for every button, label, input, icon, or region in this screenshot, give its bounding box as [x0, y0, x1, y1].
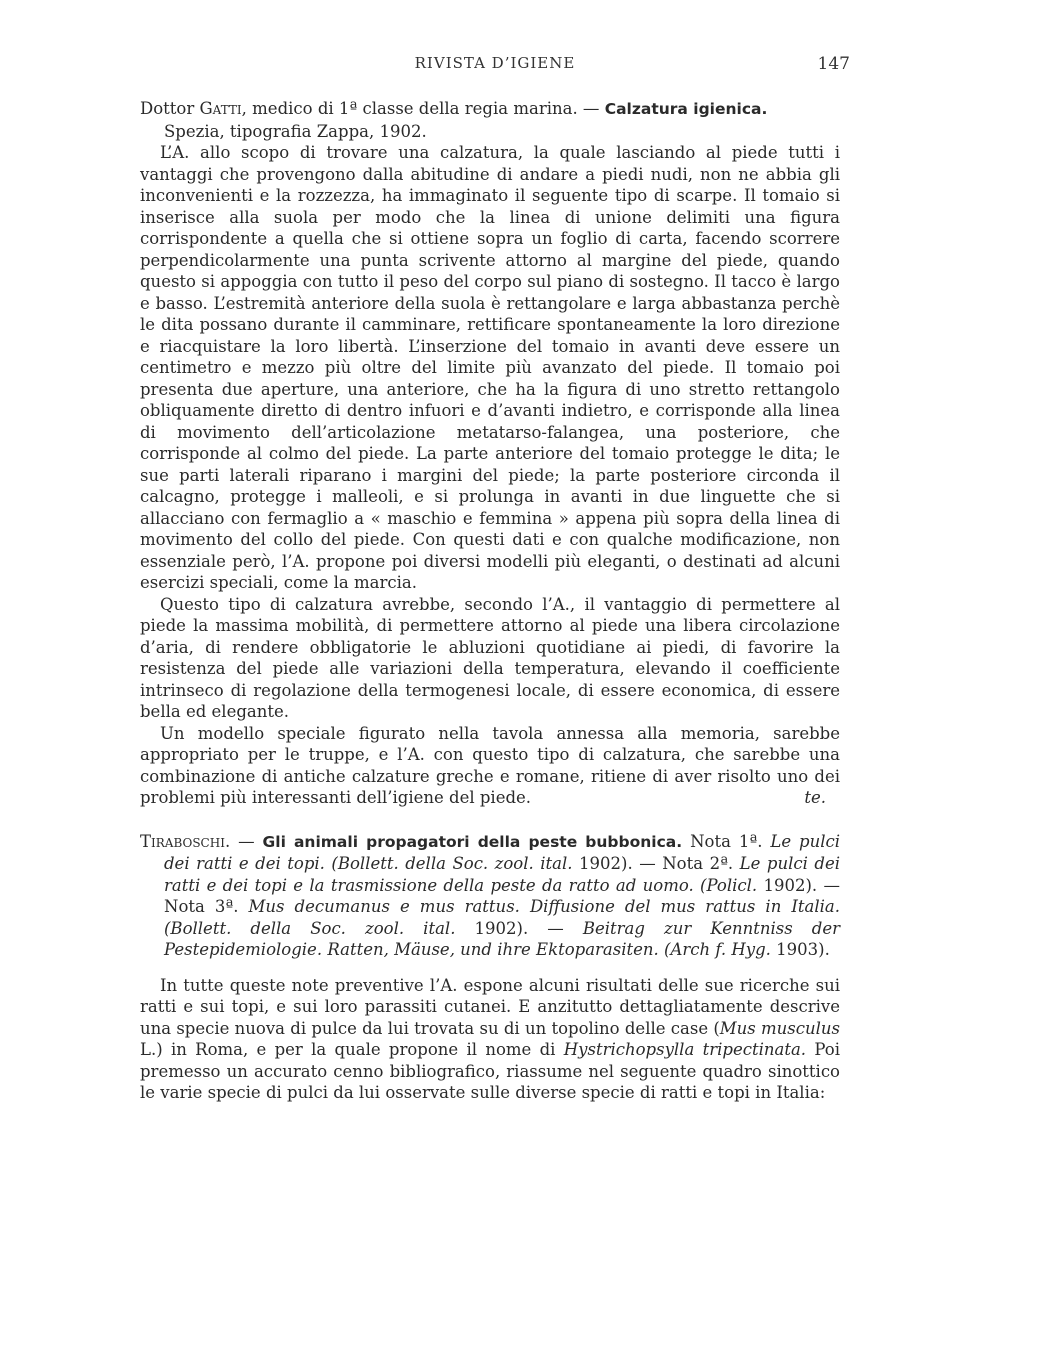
entry-citation: [140, 98, 840, 142]
reviewer-signature: te.: [804, 788, 826, 807]
work-title: Gli animali propagatori della peste bubbonica.: [262, 832, 683, 851]
paragraph: Questo tipo di calzatura avrebbe, secondo l’A., il vantaggio di permettere al piede la massima mobilità, di permettere attorno al piede una libera circolazione d’aria, di rendere obbligatorie le abluzioni quotidiane ai piedi, di favorire la resistenza del piede alle variazioni della temperatura, elevando il coefficiente intrinseco di regolazione della termogenesi locale, di essere economica, di essere bella ed elegante.: [140, 594, 840, 721]
entry-citation: [140, 831, 840, 961]
reference-plain: 1902). — Nota 2ª.: [572, 854, 740, 873]
paragraph-text: In tutte queste note preventive l’A. espone alcuni risultati delle sue ricerche sui ratti e sui topi, e sui loro parassiti cutanei. E anzitutto dettagliatamente descrive una specie nuova di pulce da lui trovata su di un topolino delle case (: [140, 975, 840, 1038]
author-suffix: . —: [224, 831, 263, 851]
author-suffix: , medico di 1ª classe della regia marina. —: [241, 99, 605, 118]
paragraph: [140, 975, 840, 1104]
reference-italic: Le pulci dei ratti e dei topi e la trasmissione della peste da ratto ad uomo. (Policl.: [164, 854, 840, 895]
paragraph-last: [140, 723, 840, 809]
species-name: Hystrichopsylla tripectinata.: [563, 1040, 807, 1059]
reference-plain: 1903).: [770, 940, 830, 959]
reference-plain: 1902). — Nota 3ª.: [164, 875, 840, 916]
reference-plain: Nota 1ª.: [682, 831, 771, 851]
author-prefix: Dottor: [140, 99, 200, 118]
reference-plain: 1902). —: [455, 918, 583, 938]
reference-italic: Beitrag zur Kenntniss der Pestepidemiologie. Ratten, Mäuse, und ihre Ektoparasiten. (Arch f. Hyg.: [164, 918, 840, 959]
species-name: Mus musculus: [719, 1018, 841, 1038]
reference-italic: Mus decumanus e mus rattus. Diffusione del mus rattus in Italia. (Bollett. della Soc. zool. ital.: [164, 897, 840, 938]
work-title: Calzatura igienica.: [604, 100, 768, 118]
paragraph-text: L.) in Roma, e per la quale propone il nome di: [140, 1040, 564, 1059]
author-name: Gatti: [199, 99, 242, 118]
page-number: 147: [817, 54, 850, 74]
paragraph-text: Poi premesso un accurato cenno bibliografico, riassume nel seguente quadro sinottico le varie specie di pulci da lui osservate sulle diverse specie di ratti e topi in Italia:: [140, 1040, 841, 1102]
paragraph-text: Un modello speciale figurato nella tavola annessa alla memoria, sarebbe appropriato per le truppe, e l’A. con questo tipo di calzatura, che sarebbe una combinazione di antiche calzature greche e romane, ritiene di aver risolto uno dei problemi più interessanti dell’igiene del piede.: [140, 723, 840, 807]
page-header: [140, 54, 850, 80]
review-entry-tiraboschi: [140, 831, 840, 1104]
running-title: RIVISTA D’IGIENE: [414, 54, 576, 72]
review-entry-gatti: [140, 98, 840, 809]
paragraph: L’A. allo scopo di trovare una calzatura, la quale lasciando al piede tutti i vantaggi che provengono dalla abitudine di andare a piedi nudi, non ne abbia gli inconvenienti e la rozzezza, ha immaginato il seguente tipo di scarpe. Il tomaio si inserisce alla suola per modo che la linea di unione delimiti una figura corrispondente a quella che si ottiene sopra un foglio di carta, facendo scorrere perpendicolarmente una punta scrivente attorno al margine del piede, quando questo si appoggia con tutto il peso del corpo sul piano di sostegno. Il tacco è largo e basso. L’estremità anteriore della suola è rettangolare e larga abbastanza perchè le dita possano durante il camminare, rettificare spontaneamente la loro direzione e riacquistare la loro libertà. L’inserzione del tomaio in avanti deve essere un centimetro e mezzo più oltre del limite più avanzato del piede. Il tomaio poi presenta due aperture, una anteriore, che ha la figura di uno stretto rettangolo obliquamente diretto di dentro infuori e d’avanti indietro, e corrisponde alla linea di movimento dell’articolazione metatarso-falangea, una posteriore, che corrisponde al colmo del piede. La parte anteriore del tomaio protegge le dita; le sue parti laterali riparano i margini del piede; la parte posteriore circonda il calcagno, protegge i malleoli, e si prolunga in avanti in due linguette che si allacciano con fermaglio a « maschio e femmina » appena più sopra della linea di movimento del collo del piede. Con questi dati e con qualche modificazione, non essenziale però, l’A. propone poi diversi modelli più eleganti, o destinati ad alcuni esercizi speciali, come la marcia.: [140, 143, 840, 592]
author-name: Tiraboschi: [140, 831, 225, 851]
publication-info: Spezia, tipografia Zappa, 1902.: [164, 121, 427, 141]
reference-italic: Le pulci dei ratti e dei topi. (Bollett. della Soc. zool. ital.: [164, 831, 841, 873]
section-spacer: [140, 809, 840, 831]
section-spacer: [140, 961, 840, 975]
page-body: [140, 98, 840, 1104]
